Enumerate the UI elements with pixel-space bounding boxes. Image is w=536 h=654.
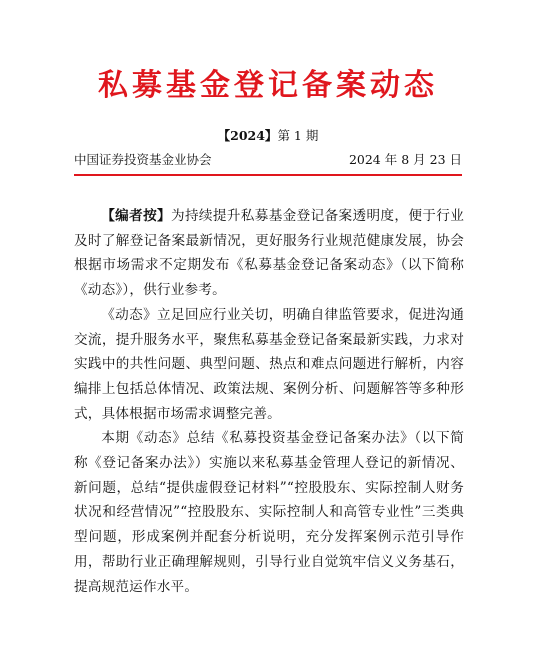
issue-number: 第 1 期	[277, 128, 319, 143]
masthead-title: 私募基金登记备案动态	[98, 68, 438, 103]
issue-line	[0, 127, 536, 145]
editor-note-text: 为持续提升私募基金登记备案透明度，便于行业及时了解登记备案最新情况，更好服务行业规范健康发展，协会根据市场需求不定期发布《私募基金登记备案动态》（以下简称《动态》），供行业参考。	[74, 208, 465, 299]
publish-date: 2024 年 8 月 23 日	[348, 152, 462, 167]
paragraph-dongtai-purpose: 《动态》立足回应行业关切，明确自律监管要求，促进沟通交流，提升服务水平，聚焦私募基金登记备案最新实践，力求对实践中的共性问题、典型问题、热点和难点问题进行解析，内容编排上包括总体情况、政策法规、案例分析、问题解答等多种形式，具体根据市场需求调整完善。	[74, 306, 464, 422]
article-body	[74, 204, 464, 599]
organization-name: 中国证券投资基金业协会	[74, 152, 212, 167]
paragraph-issue-summary: 本期《动态》总结《私募投资基金登记备案办法》（以下简称《登记备案办法》）实施以来私募基金管理人登记的新情况、新问题，总结“提供虚假登记材料”“控股股东、实际控制人财务状况和经营情况”“控股股东、实际控制人和高管专业性”三类典型问题，形成案例并配套分析说明，充分发挥案例示范引导作用，帮助行业正确理解规则，引导行业自觉筑牢信义义务基石，提高规范运作水平。	[74, 430, 464, 595]
editor-note-label: 【编者按】	[101, 208, 171, 224]
editor-note-paragraph	[74, 204, 464, 303]
issue-year: 【2024】	[217, 128, 278, 143]
header-divider	[74, 174, 462, 176]
